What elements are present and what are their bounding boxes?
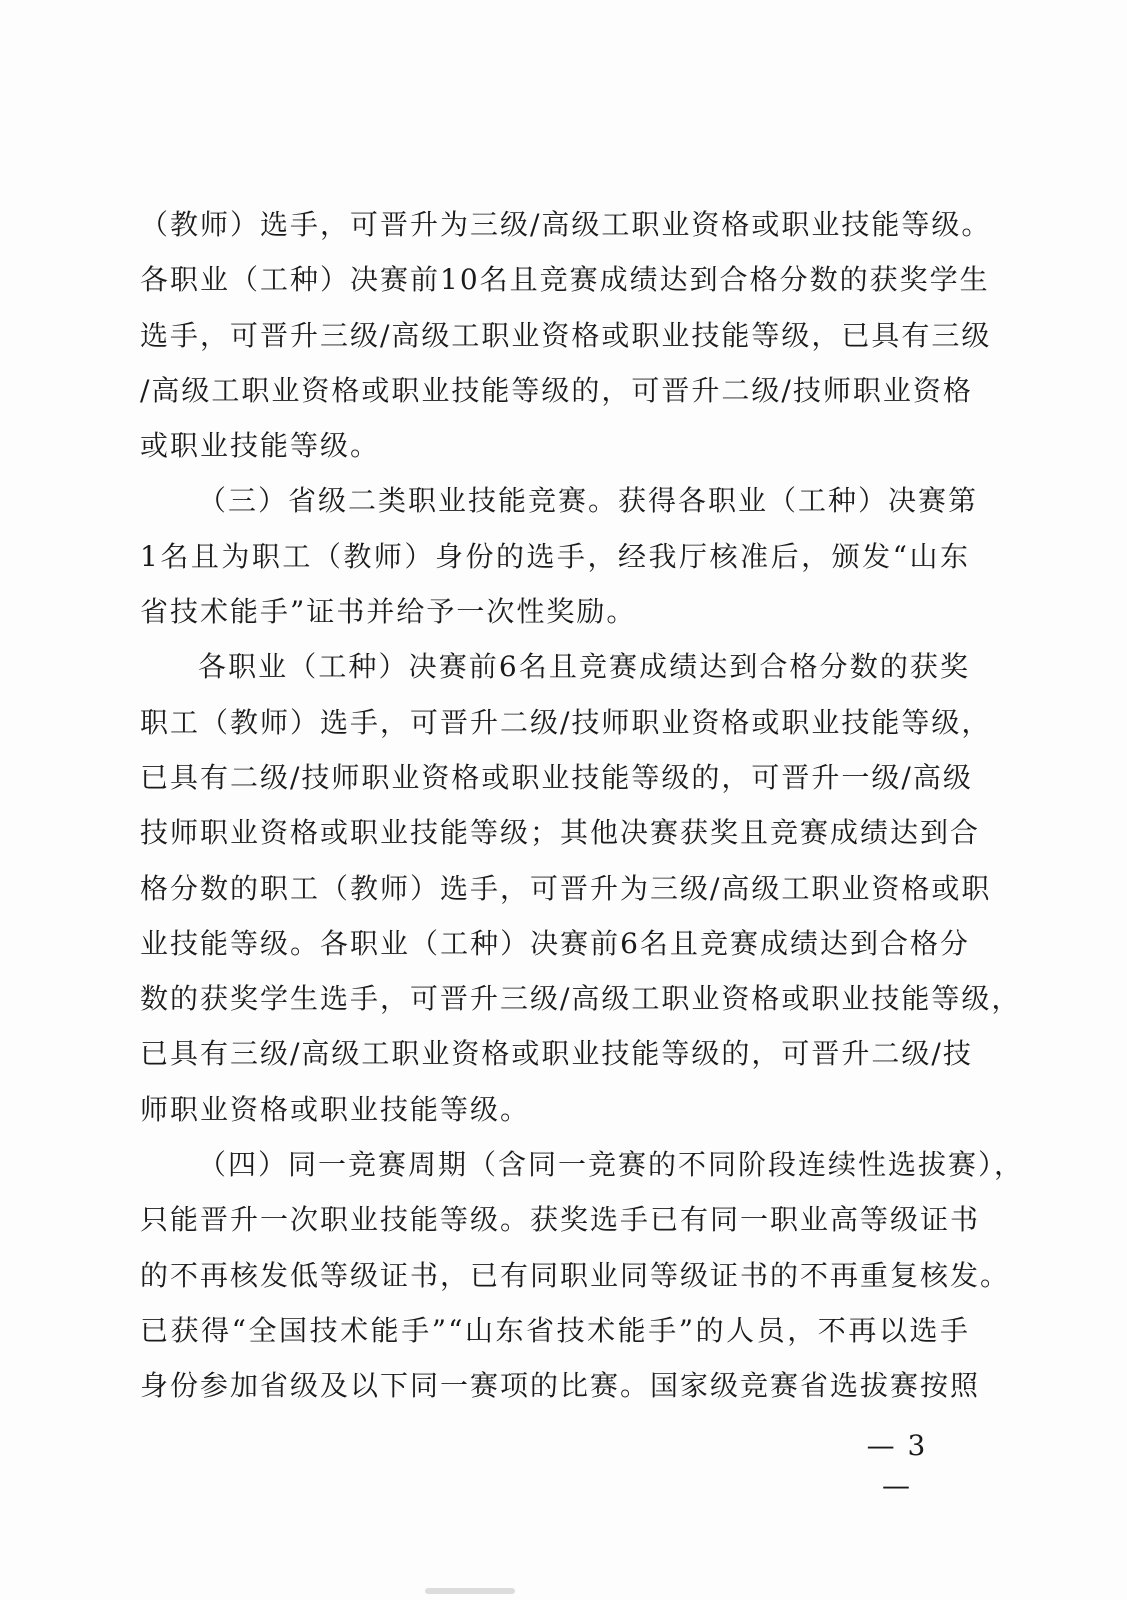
text-line: 1名且为职工（教师）身份的选手，经我厅核准后，颁发“山东 [140,539,970,573]
text-line: （四）同一竞赛周期（含同一竞赛的不同阶段连续性选拔赛）， [198,1148,1025,1182]
text-line: （三）省级二类职业技能竞赛。获得各职业（工种）决赛第 [198,484,979,518]
text-line: 各职业（工种）决赛前10名且竞赛成绩达到合格分数的获奖学生 [140,263,990,297]
text-line: 只能晋升一次职业技能等级。获奖选手已有同一职业高等级证书 [140,1203,981,1237]
text-line: 业技能等级。各职业（工种）决赛前6名且竞赛成绩达到合格分 [140,926,970,960]
text-line: 数的获奖学生选手，可晋升三级/高级工职业资格或职业技能等级， [140,982,1022,1016]
text-line: 已获得“全国技术能手”“山东省技术能手”的人员，不再以选手 [140,1313,970,1347]
scan-mark [425,1588,515,1594]
text-line: 已具有二级/技师职业资格或职业技能等级的，可晋升一级/高级 [140,760,973,794]
text-line: 省技术能手”证书并给予一次性奖励。 [140,595,637,629]
text-line: 身份参加省级及以下同一赛项的比赛。国家级竞赛省选拔赛按照 [140,1369,981,1403]
text-line: 已具有三级/高级工职业资格或职业技能等级的，可晋升二级/技 [140,1037,973,1071]
text-line: 格分数的职工（教师）选手，可晋升为三级/高级工职业资格或职 [140,871,992,905]
text-line: 师职业资格或职业技能等级。 [140,1092,531,1126]
text-line: 职工（教师）选手，可晋升二级/技师职业资格或职业技能等级， [140,705,992,739]
text-line: 或职业技能等级。 [140,429,381,463]
text-line: （教师）选手，可晋升为三级/高级工职业资格或职业技能等级。 [140,208,992,241]
text-line: 选手，可晋升三级/高级工职业资格或职业技能等级，已具有三级 [140,318,992,352]
page-number: — 3 — [866,1429,928,1502]
text-line: 各职业（工种）决赛前6名且竞赛成绩达到合格分数的获奖 [198,650,970,684]
text-line: 的不再核发低等级证书，已有同职业同等级证书的不再重复核发。 [140,1258,1011,1292]
text-line: 技师职业资格或职业技能等级；其他决赛获奖且竞赛成绩达到合 [140,816,981,850]
document-body [140,197,1025,1414]
text-line: /高级工职业资格或职业技能等级的，可晋升二级/技师职业资格 [140,373,973,407]
